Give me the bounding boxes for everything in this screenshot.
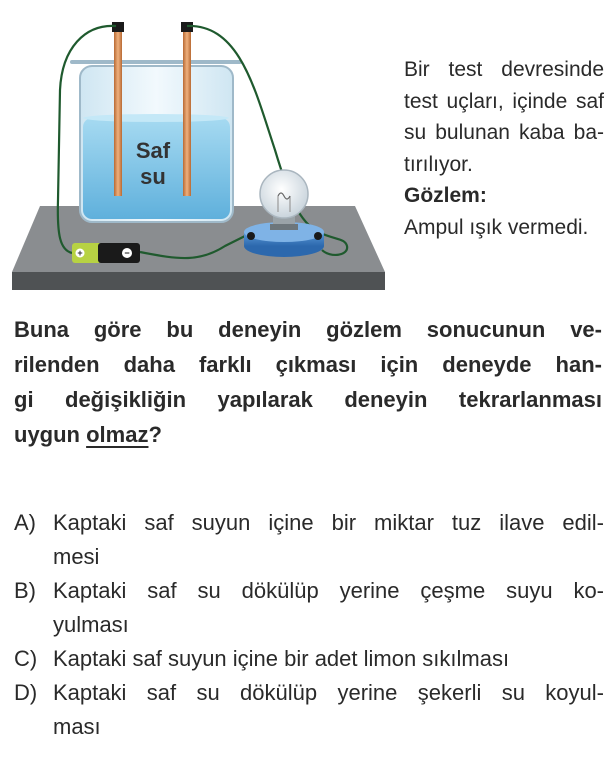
option-c[interactable] <box>14 642 604 676</box>
beaker-label-line1: Saf <box>135 138 171 163</box>
option-text-line-2: mesi <box>53 544 100 569</box>
option-letter: C) <box>14 646 38 671</box>
description-line-4: tırılıyor. <box>404 152 473 176</box>
option-text-line-1: Kaptaki saf suyun içine bir adet limon sıkılması <box>53 646 510 671</box>
question-line-4 <box>14 417 602 452</box>
option-text-line-1: Kaptaki saf su dökülüp yerine çeşme suyu ko- <box>53 578 604 603</box>
experiment-description <box>404 54 604 243</box>
option-d[interactable] <box>14 676 604 744</box>
question-line-4-prefix: uygun <box>14 422 87 447</box>
option-text-line-2: yulması <box>53 612 129 637</box>
question-stem <box>14 312 602 452</box>
description-line-2: test uçları, içinde saf <box>404 89 604 113</box>
question-line-4-suffix: ? <box>148 422 162 447</box>
question-line-3: gi değişikliğin yapılarak deneyin tekrarlanması <box>14 387 602 412</box>
description-line-1: Bir test devresinde <box>404 58 604 81</box>
option-a[interactable] <box>14 506 604 574</box>
battery <box>72 243 140 263</box>
observation-label: Gözlem: <box>404 184 487 207</box>
battery-plus-sign: + <box>77 248 83 258</box>
circuit-illustration <box>0 0 400 300</box>
option-letter: B) <box>14 578 36 603</box>
answer-options <box>14 506 604 744</box>
observation-text: Ampul ışık vermedi. <box>404 215 589 239</box>
option-letter: D) <box>14 680 38 705</box>
question-line-2: rilenden daha farklı çıkması için deneyde han- <box>14 352 602 377</box>
question-line-1: Buna göre bu deneyin gözlem sonucunun ve- <box>14 317 602 342</box>
description-line-3: su bulunan kaba ba- <box>404 121 604 144</box>
beaker-label-line2: su <box>140 164 166 189</box>
option-b[interactable] <box>14 574 604 642</box>
option-text-line-1: Kaptaki saf suyun içine bir miktar tuz ilave edil- <box>53 510 604 535</box>
option-text-line-2: ması <box>53 714 101 739</box>
option-letter: A) <box>14 510 36 535</box>
battery-minus-sign: − <box>124 248 130 258</box>
option-text-line-1: Kaptaki saf su dökülüp yerine şekerli su koyul- <box>53 680 604 705</box>
question-emphasis: olmaz <box>86 422 149 447</box>
